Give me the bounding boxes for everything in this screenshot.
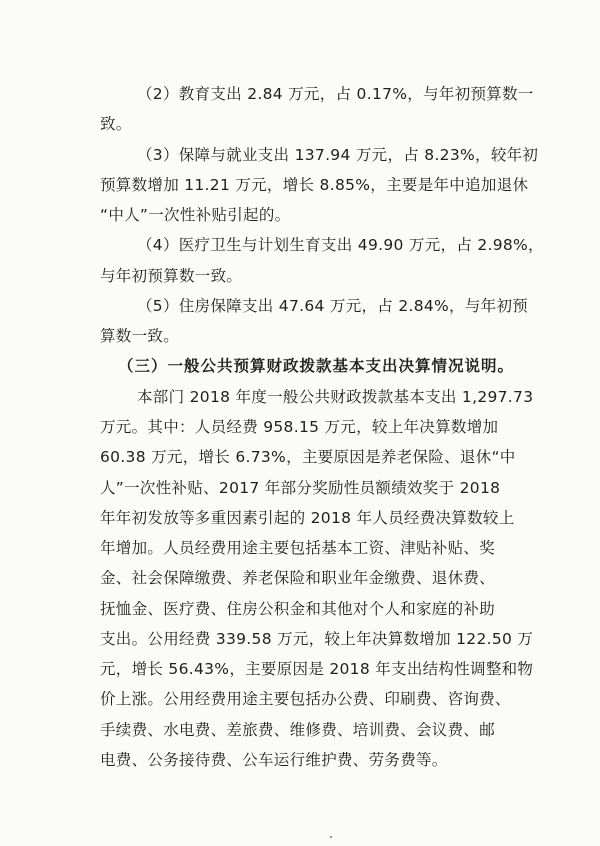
text-line: 年增加。人员经费用途主要包括基本工资、津贴补贴、奖 (100, 539, 496, 557)
text-line: （2）教育支出 2.84 万元，占 0.17%，与年初预算数一 (137, 85, 534, 103)
section-heading: （三）一般公共预算财政拨款基本支出决算情况说明。 (118, 357, 515, 375)
text-line: 致。 (100, 115, 132, 133)
text-line: 年年初发放等多重因素引起的 2018 年人员经费决算数较上 (100, 509, 515, 527)
text-line: 算数一致。 (100, 327, 180, 345)
text-line: 预算数增加 11.21 万元，增长 8.85%，主要是年中追加退休 (100, 176, 529, 194)
scan-speck (330, 836, 332, 838)
text-line: 人”一次性补贴、2017 年部分奖励性员额绩效奖于 2018 (100, 479, 501, 497)
text-line: 抚恤金、医疗费、住房公积金和其他对个人和家庭的补助 (100, 600, 496, 618)
text-line: 支出。公用经费 339.58 万元，较上年决算数增加 122.50 万 (100, 630, 534, 648)
text-line: （5）住房保障支出 47.64 万元，占 2.84%，与年初预 (137, 297, 529, 315)
text-line: “中人”一次性补贴引起的。 (100, 206, 291, 224)
text-line: （4）医疗卫生与计划生育支出 49.90 万元，占 2.98%， (137, 236, 544, 254)
text-line: （3）保障与就业支出 137.94 万元，占 8.23%，较年初 (137, 146, 539, 164)
text-line: 万元。其中：人员经费 958.15 万元，较上年决算数增加 (100, 418, 499, 436)
text-line: 本部门 2018 年度一般公共财政拨款基本支出 1,297.73 (137, 388, 534, 406)
text-line: 价上涨。公用经费用途主要包括办公费、印刷费、咨询费、 (100, 690, 511, 708)
text-line: 金、社会保障缴费、养老保险和职业年金缴费、退休费、 (100, 569, 496, 587)
text-line: 与年初预算数一致。 (100, 267, 243, 285)
text-line: 电费、公务接待费、公车运行维护费、劳务费等。 (100, 751, 448, 769)
text-line: 元，增长 56.43%，主要原因是 2018 年支出结构性调整和物 (100, 660, 534, 678)
text-line: 手续费、水电费、差旅费、维修费、培训费、会议费、邮 (100, 721, 496, 739)
text-line: 60.38 万元，增长 6.73%，主要原因是养老保险、退休“中 (100, 448, 516, 466)
